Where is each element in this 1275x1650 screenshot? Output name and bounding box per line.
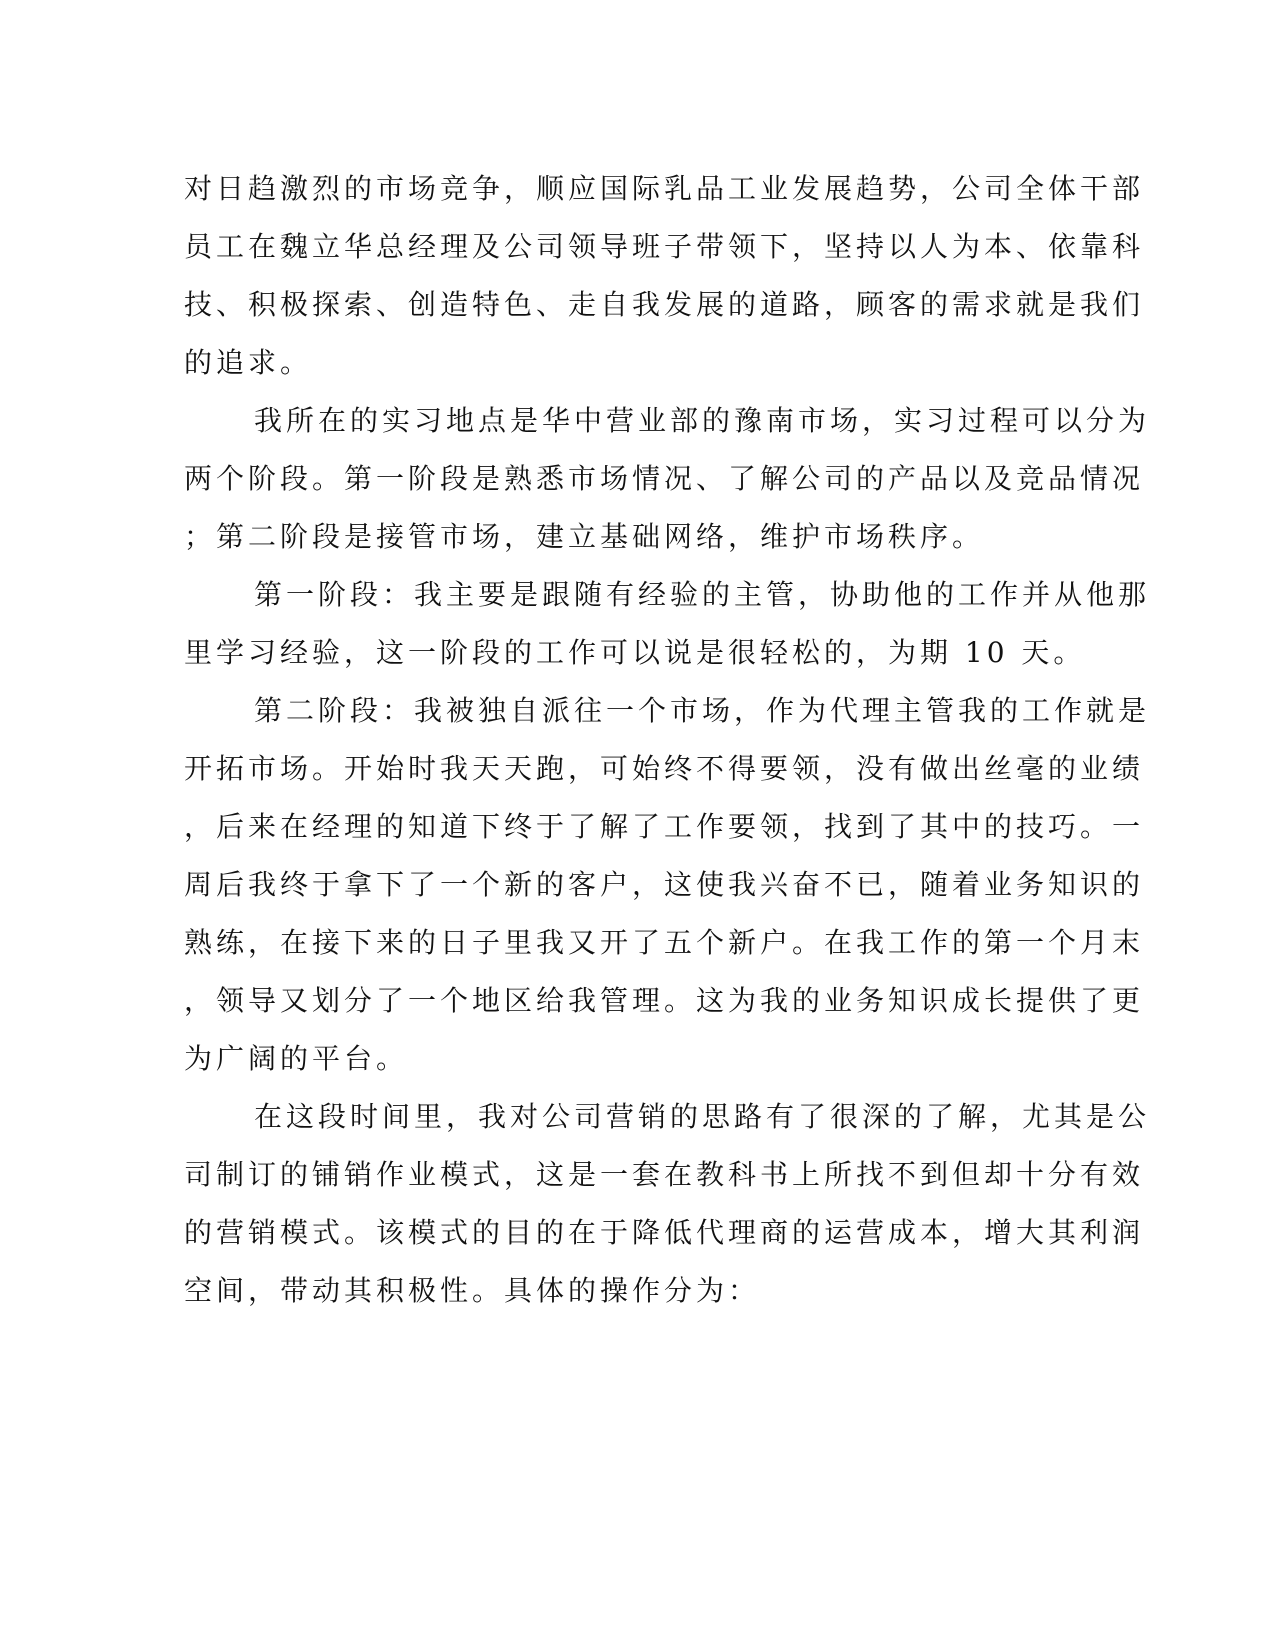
paragraph-line: 里学习经验，这一阶段的工作可以说是很轻松的，为期 10 天。 (184, 636, 1086, 669)
paragraph-line: 为广阔的平台。 (184, 1042, 409, 1075)
paragraph-line: 在这段时间里，我对公司营销的思路有了很深的了解，尤其是公 (254, 1100, 1151, 1133)
paragraph-line: 第一阶段：我主要是跟随有经验的主管，协助他的工作并从他那 (254, 578, 1151, 611)
paragraph-line: 我所在的实习地点是华中营业部的豫南市场，实习过程可以分为 (254, 404, 1151, 437)
paragraph-line: ，后来在经理的知道下终于了解了工作要领，找到了其中的技巧。一 (184, 810, 1145, 843)
paragraph-line: 的营销模式。该模式的目的在于降低代理商的运营成本，增大其利润 (184, 1216, 1145, 1249)
paragraph-line: ；第二阶段是接管市场，建立基础网络，维护市场秩序。 (184, 520, 985, 553)
paragraph-line: 第二阶段：我被独自派往一个市场，作为代理主管我的工作就是 (254, 694, 1151, 727)
paragraph-line: 技、积极探索、创造特色、走自我发展的道路，顾客的需求就是我们 (184, 288, 1145, 321)
document-body (184, 160, 1151, 1320)
paragraph-3 (184, 566, 1151, 682)
paragraph-line: 周后我终于拿下了一个新的客户，这使我兴奋不已，随着业务知识的 (184, 868, 1145, 901)
paragraph-line: 的追求。 (184, 346, 313, 379)
paragraph-4 (184, 682, 1151, 1088)
paragraph-line: 熟练，在接下来的日子里我又开了五个新户。在我工作的第一个月末 (184, 926, 1145, 959)
paragraph-5 (184, 1088, 1151, 1320)
paragraph-line: 司制订的铺销作业模式，这是一套在教科书上所找不到但却十分有效 (184, 1158, 1145, 1191)
paragraph-line: 开拓市场。开始时我天天跑，可始终不得要领，没有做出丝毫的业绩 (184, 752, 1145, 785)
paragraph-line: ，领导又划分了一个地区给我管理。这为我的业务知识成长提供了更 (184, 984, 1145, 1017)
paragraph-line: 员工在魏立华总经理及公司领导班子带领下，坚持以人为本、依靠科 (184, 230, 1145, 263)
paragraph-1 (184, 160, 1145, 392)
paragraph-line: 两个阶段。第一阶段是熟悉市场情况、了解公司的产品以及竞品情况 (184, 462, 1145, 495)
paragraph-line: 空间，带动其积极性。具体的操作分为： (184, 1274, 761, 1307)
paragraph-line: 对日趋激烈的市场竞争，顺应国际乳品工业发展趋势，公司全体干部 (184, 172, 1145, 205)
paragraph-2 (184, 392, 1151, 566)
